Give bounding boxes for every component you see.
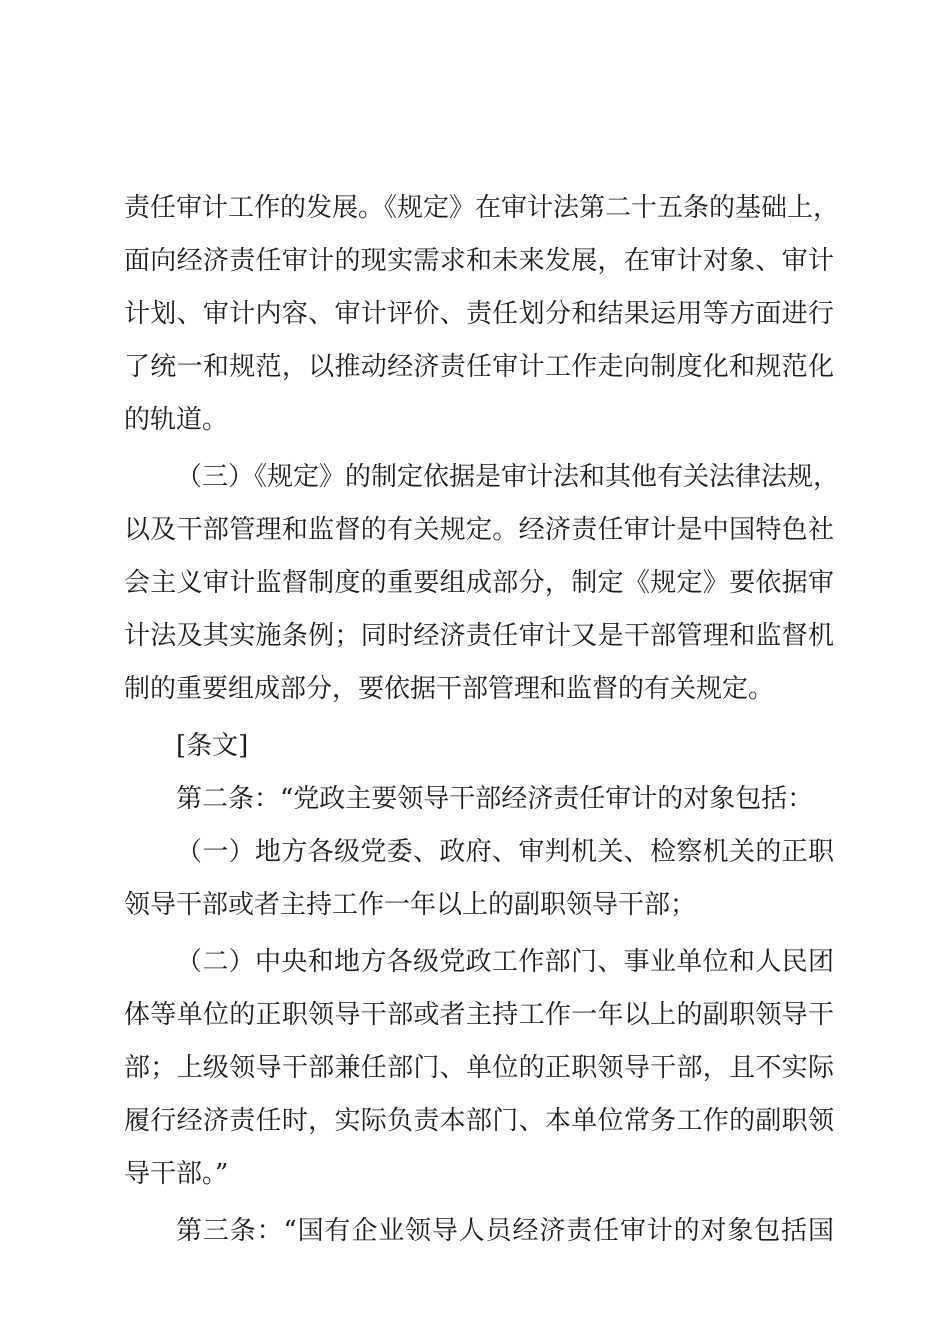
- text-line: （三）《规定》的制定依据是审计法和其他有关法律法规，: [176, 462, 840, 492]
- text-line: 的轨道。: [124, 405, 229, 435]
- text-line: （二）中央和地方各级党政工作部门、事业单位和人民团: [176, 947, 834, 977]
- paragraph: [124, 182, 840, 447]
- text-line: 履行经济责任时，实际负责本部门、本单位常务工作的副职领: [124, 1106, 834, 1136]
- article-heading: 第三条：“国有企业领导人员经济责任审计的对象包括国: [176, 1216, 834, 1246]
- text-line: 以及干部管理和监督的有关规定。经济责任审计是中国特色社: [124, 515, 834, 545]
- paragraph: [124, 826, 834, 932]
- text-line: 会主义审计监督制度的重要组成部分，制定《规定》要依据审: [124, 568, 834, 598]
- text-line: 计法及其实施条例；同时经济责任审计又是干部管理和监督机: [124, 621, 834, 651]
- article-heading: 第二条：“党政主要领导干部经济责任审计的对象包括：: [176, 784, 814, 814]
- text-line: 了统一和规范，以推动经济责任审计工作走向制度化和规范化: [124, 352, 834, 382]
- paragraph: [124, 1205, 834, 1258]
- text-line: 面向经济责任审计的现实需求和未来发展，在审计对象、审计: [124, 246, 834, 276]
- paragraph: [124, 936, 834, 1201]
- text-line: 领导干部或者主持工作一年以上的副职领导干部；: [124, 890, 697, 920]
- text-line: （一）地方各级党委、政府、审判机关、检察机关的正职: [176, 837, 834, 867]
- section-label: [条文]: [176, 731, 249, 761]
- text-line: 制的重要组成部分，要依据干部管理和监督的有关规定。: [124, 674, 775, 704]
- text-line: 计划、审计内容、审计评价、责任划分和结果运用等方面进行: [124, 299, 834, 329]
- text-line: 部；上级领导干部兼任部门、单位的正职领导干部，且不实际: [124, 1053, 834, 1083]
- text-line: 责任审计工作的发展。《规定》在审计法第二十五条的基础上，: [124, 193, 840, 223]
- text-line: 体等单位的正职领导干部或者主持工作一年以上的副职领导干: [124, 1000, 834, 1030]
- paragraph: [124, 720, 834, 773]
- text-line: 导干部。”: [124, 1159, 229, 1189]
- document-body: [124, 182, 840, 1258]
- paragraph: [124, 773, 834, 826]
- paragraph: [124, 451, 840, 716]
